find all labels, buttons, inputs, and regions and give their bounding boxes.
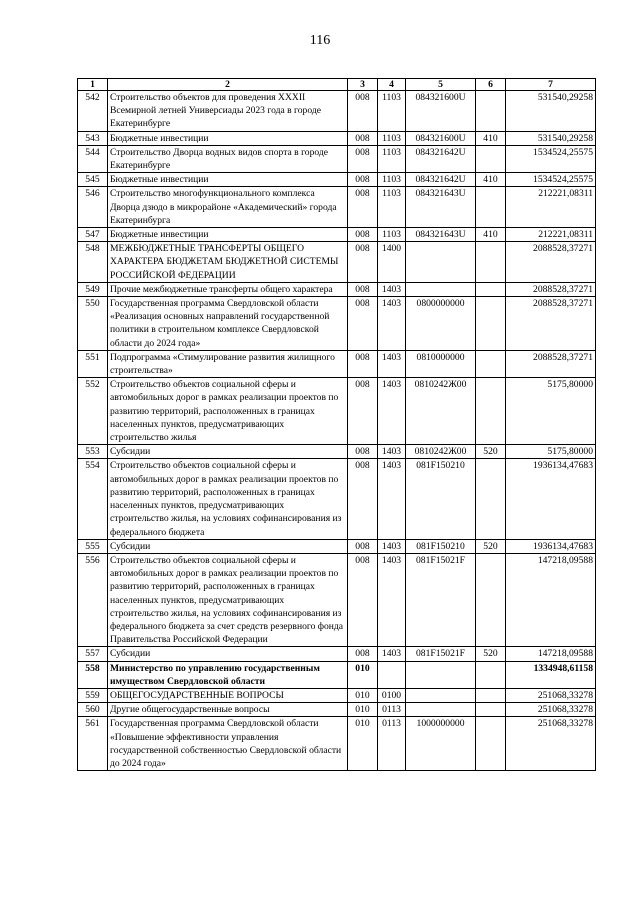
table-row bbox=[78, 131, 596, 145]
row-number: 544 bbox=[78, 145, 108, 172]
row-target-code: 0800000000 bbox=[406, 297, 476, 351]
row-number: 561 bbox=[78, 717, 108, 771]
row-number: 556 bbox=[78, 553, 108, 646]
row-name: Строительство объектов социальной сферы и автомобильных дорог в рамках реализации проектов по развитию территорий, расположенных в границах населенных пунктов, предусматривающих строительство жилья bbox=[108, 378, 348, 445]
row-expense-type bbox=[476, 553, 506, 646]
row-amount: 251068,33278 bbox=[506, 717, 596, 771]
row-target-code: 081F150210 bbox=[406, 459, 476, 539]
row-section-code: 1103 bbox=[378, 173, 406, 187]
table-row bbox=[78, 717, 596, 771]
row-target-code: 0810000000 bbox=[406, 350, 476, 377]
budget-table bbox=[77, 78, 596, 771]
row-section-code: 1103 bbox=[378, 91, 406, 132]
row-number: 560 bbox=[78, 703, 108, 717]
table-row bbox=[78, 350, 596, 377]
row-expense-type bbox=[476, 145, 506, 172]
row-name: Прочие межбюджетные трансферты общего характера bbox=[108, 282, 348, 296]
row-number: 553 bbox=[78, 445, 108, 459]
row-number: 543 bbox=[78, 131, 108, 145]
row-ministry-code: 008 bbox=[348, 539, 378, 553]
row-name: Подпрограмма «Стимулирование развития жилищного строительства» bbox=[108, 350, 348, 377]
row-section-code bbox=[378, 661, 406, 688]
row-ministry-code: 008 bbox=[348, 282, 378, 296]
page-number: 116 bbox=[309, 33, 331, 48]
row-target-code: 084321642U bbox=[406, 173, 476, 187]
row-target-code bbox=[406, 661, 476, 688]
row-target-code: 084321642U bbox=[406, 145, 476, 172]
row-target-code: 081F15021F bbox=[406, 553, 476, 646]
row-expense-type bbox=[476, 459, 506, 539]
row-ministry-code: 008 bbox=[348, 187, 378, 228]
row-number: 546 bbox=[78, 187, 108, 228]
row-amount: 251068,33278 bbox=[506, 688, 596, 702]
row-section-code: 1103 bbox=[378, 228, 406, 242]
row-expense-type bbox=[476, 350, 506, 377]
table-row bbox=[78, 661, 596, 688]
row-section-code: 1103 bbox=[378, 131, 406, 145]
table-row bbox=[78, 647, 596, 661]
row-amount: 5175,80000 bbox=[506, 445, 596, 459]
row-ministry-code: 008 bbox=[348, 91, 378, 132]
row-ministry-code: 008 bbox=[348, 242, 378, 283]
row-expense-type bbox=[476, 703, 506, 717]
table-row bbox=[78, 688, 596, 702]
row-target-code bbox=[406, 703, 476, 717]
row-ministry-code: 010 bbox=[348, 703, 378, 717]
header-row bbox=[78, 79, 596, 91]
row-name: Строительство объектов социальной сферы и автомобильных дорог в рамках реализации проектов по развитию территорий, расположенных в границах населенных пунктов, предусматривающих строительство жилья, на условиях софинансирования из федерального бюджета за счет средств резервного фонда Правительства Российской Федерации bbox=[108, 553, 348, 646]
row-ministry-code: 008 bbox=[348, 173, 378, 187]
row-number: 552 bbox=[78, 378, 108, 445]
row-target-code: 081F150210 bbox=[406, 539, 476, 553]
row-target-code: 0810242Ж00 bbox=[406, 445, 476, 459]
row-ministry-code: 008 bbox=[348, 297, 378, 351]
row-section-code: 1400 bbox=[378, 242, 406, 283]
row-ministry-code: 010 bbox=[348, 717, 378, 771]
row-amount: 251068,33278 bbox=[506, 703, 596, 717]
row-name: Субсидии bbox=[108, 647, 348, 661]
row-number: 547 bbox=[78, 228, 108, 242]
row-section-code: 1103 bbox=[378, 187, 406, 228]
header-cell: 4 bbox=[378, 79, 406, 91]
row-number: 555 bbox=[78, 539, 108, 553]
row-target-code: 084321643U bbox=[406, 187, 476, 228]
row-target-code: 084321643U bbox=[406, 228, 476, 242]
row-ministry-code: 008 bbox=[348, 553, 378, 646]
row-section-code: 1403 bbox=[378, 445, 406, 459]
row-number: 559 bbox=[78, 688, 108, 702]
row-name: Бюджетные инвестиции bbox=[108, 131, 348, 145]
table-row bbox=[78, 145, 596, 172]
row-expense-type bbox=[476, 717, 506, 771]
row-amount: 5175,80000 bbox=[506, 378, 596, 445]
row-section-code: 0100 bbox=[378, 688, 406, 702]
row-ministry-code: 008 bbox=[348, 445, 378, 459]
row-expense-type: 520 bbox=[476, 647, 506, 661]
row-name: ОБЩЕГОСУДАРСТВЕННЫЕ ВОПРОСЫ bbox=[108, 688, 348, 702]
table-row bbox=[78, 228, 596, 242]
header-cell: 5 bbox=[406, 79, 476, 91]
row-name: Строительство многофункционального комплекса Дворца дзюдо в микрорайоне «Академический» города Екатеринбурга bbox=[108, 187, 348, 228]
row-section-code: 1403 bbox=[378, 539, 406, 553]
row-name: Министерство по управлению государственным имуществом Свердловской области bbox=[108, 661, 348, 688]
row-amount: 1334948,61158 bbox=[506, 661, 596, 688]
row-name: Строительство Дворца водных видов спорта в городе Екатеринбурге bbox=[108, 145, 348, 172]
table-row bbox=[78, 539, 596, 553]
table-row bbox=[78, 91, 596, 132]
row-name: Строительство объектов для проведения XXXII Всемирной летней Универсиады 2023 года в городе Екатеринбурге bbox=[108, 91, 348, 132]
row-expense-type: 520 bbox=[476, 539, 506, 553]
row-ministry-code: 008 bbox=[348, 145, 378, 172]
table-row bbox=[78, 459, 596, 539]
row-section-code: 0113 bbox=[378, 717, 406, 771]
row-target-code: 084321600U bbox=[406, 131, 476, 145]
row-name: Государственная программа Свердловской области «Повышение эффективности управления государственной собственностью Свердловской области до 2024 года» bbox=[108, 717, 348, 771]
row-amount: 147218,09588 bbox=[506, 553, 596, 646]
row-section-code: 0113 bbox=[378, 703, 406, 717]
row-number: 554 bbox=[78, 459, 108, 539]
row-section-code: 1403 bbox=[378, 378, 406, 445]
row-section-code: 1403 bbox=[378, 350, 406, 377]
row-ministry-code: 008 bbox=[348, 350, 378, 377]
row-number: 545 bbox=[78, 173, 108, 187]
row-amount: 212221,08311 bbox=[506, 187, 596, 228]
table-row bbox=[78, 282, 596, 296]
row-ministry-code: 008 bbox=[348, 459, 378, 539]
row-name: МЕЖБЮДЖЕТНЫЕ ТРАНСФЕРТЫ ОБЩЕГО ХАРАКТЕРА БЮДЖЕТАМ БЮДЖЕТНОЙ СИСТЕМЫ РОССИЙСКОЙ ФЕДЕРАЦИИ bbox=[108, 242, 348, 283]
row-name: Государственная программа Свердловской области «Реализация основных направлений государственной политики в строительном комплексе Свердловской области до 2024 года» bbox=[108, 297, 348, 351]
header-cell: 7 bbox=[506, 79, 596, 91]
row-number: 549 bbox=[78, 282, 108, 296]
row-amount: 2088528,37271 bbox=[506, 297, 596, 351]
table-row bbox=[78, 297, 596, 351]
row-ministry-code: 010 bbox=[348, 688, 378, 702]
row-target-code: 0810242Ж00 bbox=[406, 378, 476, 445]
row-section-code: 1403 bbox=[378, 553, 406, 646]
row-ministry-code: 008 bbox=[348, 647, 378, 661]
row-amount: 1936134,47683 bbox=[506, 459, 596, 539]
table-body bbox=[78, 91, 596, 771]
row-ministry-code: 008 bbox=[348, 228, 378, 242]
row-target-code: 1000000000 bbox=[406, 717, 476, 771]
row-number: 551 bbox=[78, 350, 108, 377]
row-section-code: 1403 bbox=[378, 297, 406, 351]
row-number: 548 bbox=[78, 242, 108, 283]
row-amount: 147218,09588 bbox=[506, 647, 596, 661]
row-expense-type bbox=[476, 187, 506, 228]
row-number: 557 bbox=[78, 647, 108, 661]
row-ministry-code: 008 bbox=[348, 378, 378, 445]
row-target-code bbox=[406, 688, 476, 702]
row-amount: 2088528,37271 bbox=[506, 350, 596, 377]
row-expense-type bbox=[476, 688, 506, 702]
row-expense-type: 410 bbox=[476, 173, 506, 187]
row-name: Бюджетные инвестиции bbox=[108, 173, 348, 187]
row-expense-type: 410 bbox=[476, 131, 506, 145]
header-cell: 2 bbox=[108, 79, 348, 91]
row-expense-type bbox=[476, 661, 506, 688]
row-name: Бюджетные инвестиции bbox=[108, 228, 348, 242]
table-row bbox=[78, 378, 596, 445]
row-number: 550 bbox=[78, 297, 108, 351]
row-expense-type bbox=[476, 242, 506, 283]
row-amount: 1534524,25575 bbox=[506, 145, 596, 172]
row-target-code: 081F15021F bbox=[406, 647, 476, 661]
row-expense-type bbox=[476, 297, 506, 351]
table-row bbox=[78, 187, 596, 228]
table-row bbox=[78, 242, 596, 283]
row-target-code bbox=[406, 282, 476, 296]
row-name: Строительство объектов социальной сферы и автомобильных дорог в рамках реализации проектов по развитию территорий, расположенных в границах населенных пунктов, предусматривающих строительство жилья, на условиях софинансирования из федерального бюджета bbox=[108, 459, 348, 539]
row-amount: 531540,29258 bbox=[506, 91, 596, 132]
row-section-code: 1403 bbox=[378, 459, 406, 539]
table-row bbox=[78, 703, 596, 717]
row-name: Субсидии bbox=[108, 539, 348, 553]
header-cell: 1 bbox=[78, 79, 108, 91]
row-ministry-code: 010 bbox=[348, 661, 378, 688]
row-amount: 1936134,47683 bbox=[506, 539, 596, 553]
row-section-code: 1103 bbox=[378, 145, 406, 172]
row-expense-type bbox=[476, 282, 506, 296]
row-expense-type bbox=[476, 378, 506, 445]
row-section-code: 1403 bbox=[378, 647, 406, 661]
row-name: Другие общегосударственные вопросы bbox=[108, 703, 348, 717]
row-ministry-code: 008 bbox=[348, 131, 378, 145]
row-amount: 2088528,37271 bbox=[506, 282, 596, 296]
row-number: 542 bbox=[78, 91, 108, 132]
row-amount: 531540,29258 bbox=[506, 131, 596, 145]
row-expense-type bbox=[476, 91, 506, 132]
row-name: Субсидии bbox=[108, 445, 348, 459]
row-amount: 212221,08311 bbox=[506, 228, 596, 242]
table-row bbox=[78, 553, 596, 646]
row-amount: 1534524,25575 bbox=[506, 173, 596, 187]
header-cell: 6 bbox=[476, 79, 506, 91]
row-section-code: 1403 bbox=[378, 282, 406, 296]
table-row bbox=[78, 173, 596, 187]
header-cell: 3 bbox=[348, 79, 378, 91]
row-target-code bbox=[406, 242, 476, 283]
row-target-code: 084321600U bbox=[406, 91, 476, 132]
row-amount: 2088528,37271 bbox=[506, 242, 596, 283]
row-expense-type: 520 bbox=[476, 445, 506, 459]
row-number: 558 bbox=[78, 661, 108, 688]
row-expense-type: 410 bbox=[476, 228, 506, 242]
table-row bbox=[78, 445, 596, 459]
